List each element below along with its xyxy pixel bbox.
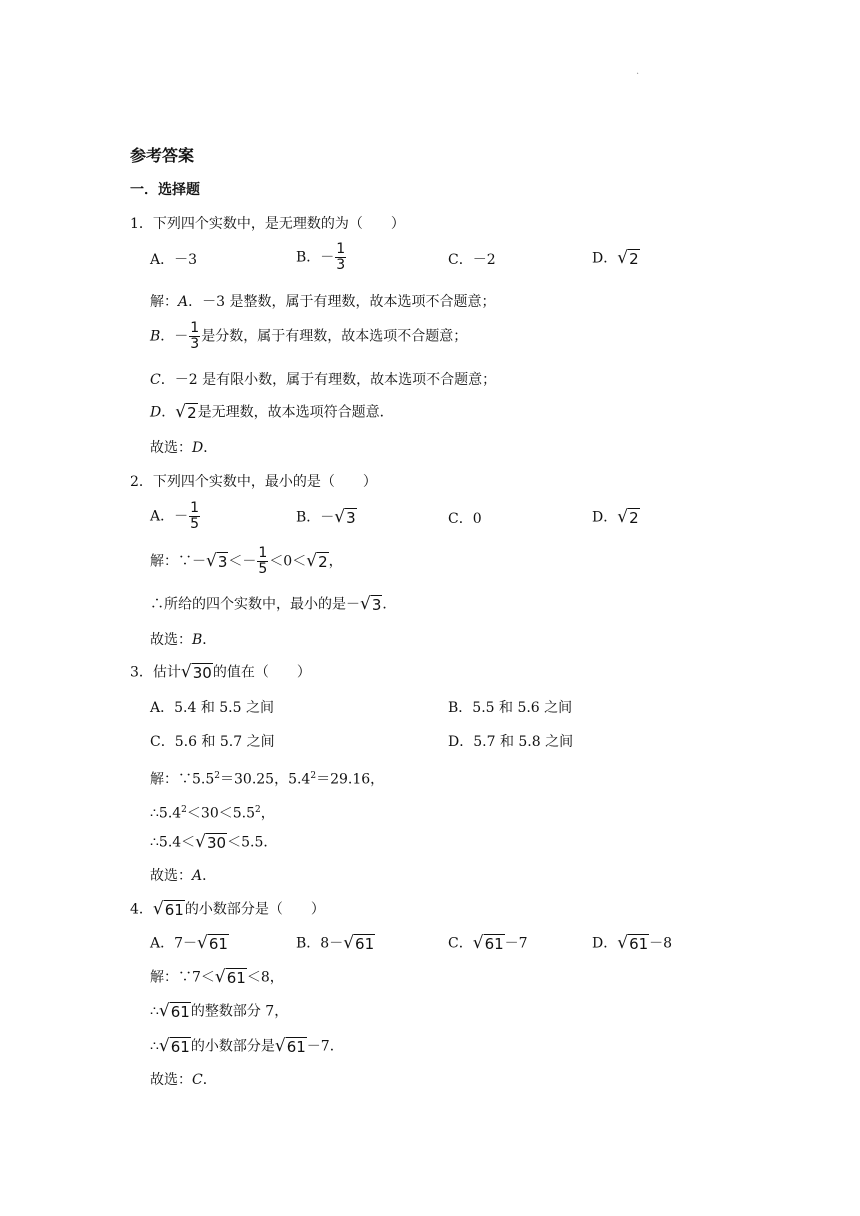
solution-text: ．－2 是有限小数，属于有理数，故本选项不合题意； <box>160 372 497 388</box>
radicand: 3 <box>217 553 228 571</box>
radicand: 2 <box>629 250 639 268</box>
q1-option-d <box>592 248 640 269</box>
radicand: 61 <box>355 935 375 953</box>
solution-text: ＜5.5． <box>227 834 278 851</box>
solution-text: ∴所给的四个实数中，最小的是－ <box>150 596 360 613</box>
sqrt-symbol: √3 <box>360 594 382 614</box>
solution-text: －7． <box>306 1038 344 1055</box>
q4-option-a <box>150 933 229 954</box>
solution-text: ． <box>161 404 176 421</box>
q3-answer <box>150 866 216 886</box>
solution-text: ． <box>382 596 397 613</box>
sqrt-symbol: √30 <box>195 832 227 852</box>
section-heading: 一．选择题 <box>130 182 200 198</box>
fraction <box>189 501 200 532</box>
radicand: 3 <box>346 509 356 527</box>
answer-suffix: ． <box>202 1072 217 1088</box>
stem-text: 4． <box>130 901 153 918</box>
solution-text: ∴ <box>150 1003 159 1020</box>
option-text: －7 <box>504 935 528 952</box>
page-title: 参考答案 <box>130 146 195 165</box>
answer-prefix: 故选： <box>150 1072 192 1088</box>
solution-text: 的小数部分是 <box>190 1038 275 1055</box>
q4-solution-line-1 <box>150 967 284 988</box>
fraction <box>335 242 346 273</box>
answer-suffix: ． <box>202 632 217 648</box>
solution-text: ＝29.16， <box>316 771 385 788</box>
q3-option-a: A．5.4 和 5.5 之间 <box>150 700 274 716</box>
radicand: 61 <box>226 969 246 987</box>
sqrt-symbol: √61 <box>274 1036 306 1056</box>
sqrt-symbol: √3 <box>206 551 228 571</box>
q1-solution-line-1 <box>150 292 495 312</box>
q4-option-d <box>592 933 672 954</box>
q3-solution-line-2 <box>150 800 275 824</box>
solution-text: ＜30＜5.5 <box>186 805 255 822</box>
numerator: 1 <box>190 320 200 336</box>
radicand: 3 <box>371 596 382 614</box>
fraction <box>257 546 268 577</box>
sqrt-symbol: √2 <box>617 507 639 527</box>
option-text: B．8－ <box>296 935 344 952</box>
header-dot: . <box>636 66 640 77</box>
q2-answer <box>150 630 216 650</box>
sqrt-symbol: √61 <box>617 933 649 953</box>
sqrt-symbol: √61 <box>343 933 375 953</box>
option-letter: D <box>150 404 162 421</box>
option-letter: C <box>150 372 161 388</box>
answer-suffix: ． <box>203 440 218 456</box>
stem-text: 的小数部分是（ ） <box>184 901 325 918</box>
solution-text: ．－ <box>160 328 189 345</box>
denominator: 5 <box>190 516 200 532</box>
answer-prefix: 故选： <box>150 868 192 884</box>
exponent: 2 <box>181 805 187 815</box>
sqrt-symbol: √30 <box>180 662 212 682</box>
option-text: C． <box>448 935 473 952</box>
q3-option-c: C．5.6 和 5.7 之间 <box>150 734 275 750</box>
q1-answer <box>150 438 217 458</box>
radicand: 2 <box>629 509 639 527</box>
answer-suffix: ． <box>202 868 217 884</box>
answer-letter: B <box>192 632 203 648</box>
q2-option-b <box>296 507 357 528</box>
q2-option-d <box>592 507 640 528</box>
q3-stem <box>130 662 311 683</box>
solution-text: ．－3 是整数，属于有理数，故本选项不合题意； <box>188 294 496 310</box>
q2-option-b-label: B．－ <box>296 509 335 526</box>
q2-stem: 2．下列四个实数中，最小的是（ ） <box>130 474 377 490</box>
q1-stem: 1．下列四个实数中，是无理数的为（ ） <box>130 216 405 232</box>
q1-option-c: C．－2 <box>448 252 496 268</box>
solution-text: 是分数，属于有理数，故本选项不合题意； <box>201 328 468 345</box>
solution-text: ＝30.25，5.4 <box>220 771 311 788</box>
radicand: 2 <box>187 404 197 422</box>
option-text: －8 <box>649 935 673 952</box>
sqrt-symbol: √61 <box>158 1001 190 1021</box>
q1-solution-line-4 <box>150 402 394 423</box>
q1-solution-line-3 <box>150 370 496 390</box>
q1-solution-line-2 <box>150 321 467 352</box>
answer-prefix: 故选： <box>150 440 192 456</box>
sqrt-symbol: √61 <box>197 933 228 953</box>
fraction <box>189 321 200 352</box>
sqrt-symbol: √61 <box>158 1036 190 1056</box>
q2-solution-line-2 <box>150 594 396 615</box>
answer-letter: A <box>192 868 203 884</box>
exponent: 2 <box>214 771 220 781</box>
option-letter: A <box>178 294 189 310</box>
solution-text: 是无理数，故本选项符合题意． <box>197 404 394 421</box>
solution-text: 解：∵5.5 <box>150 771 215 788</box>
sqrt-symbol: √2 <box>175 402 197 422</box>
option-text: A．7－ <box>150 935 198 952</box>
solution-text: 的整数部分 7， <box>190 1003 289 1020</box>
q3-option-d: D．5.7 和 5.8 之间 <box>448 734 574 750</box>
denominator: 3 <box>190 336 200 352</box>
q2-option-a-label: A．－ <box>150 508 189 525</box>
exponent: 2 <box>255 805 261 815</box>
solution-text: ， <box>328 553 343 570</box>
radicand: 61 <box>286 1038 306 1056</box>
sqrt-symbol: √2 <box>306 551 328 571</box>
radicand: 30 <box>207 834 227 852</box>
radicand: 61 <box>170 1003 190 1021</box>
numerator: 1 <box>190 500 200 516</box>
q2-option-c: C．0 <box>448 511 482 527</box>
solution-text: ∴5.4＜ <box>150 834 196 851</box>
option-letter: B <box>150 328 161 345</box>
q4-answer <box>150 1070 217 1090</box>
denominator: 5 <box>258 561 268 577</box>
numerator: 1 <box>336 241 346 257</box>
q1-option-a: A．－3 <box>150 252 198 268</box>
sqrt-symbol: √61 <box>214 967 246 987</box>
q1-option-b-label: B．－ <box>296 249 335 266</box>
q4-option-b <box>296 933 375 954</box>
q1-option-d-label: D． <box>592 250 618 267</box>
solution-text: ∴ <box>150 1038 159 1055</box>
answer-letter: C <box>192 1072 203 1088</box>
radicand: 61 <box>170 1038 190 1056</box>
answer-letter: D <box>192 440 204 456</box>
exponent: 2 <box>310 771 317 781</box>
solution-text: ＜－ <box>228 553 257 570</box>
stem-text: 3．估计 <box>130 664 181 681</box>
radicand: 2 <box>318 553 328 571</box>
q3-solution-line-3 <box>150 832 277 853</box>
q2-option-a <box>150 501 201 532</box>
denominator: 3 <box>336 257 346 273</box>
sqrt-symbol: √61 <box>152 899 184 919</box>
solution-text: 解：∵7＜ <box>150 969 215 986</box>
q4-solution-line-3 <box>150 1036 344 1057</box>
solution-text: ∴5.4 <box>150 805 182 822</box>
answer-prefix: 故选： <box>150 632 192 648</box>
radicand: 61 <box>629 935 649 953</box>
option-text: D． <box>592 935 618 952</box>
sqrt-symbol: √3 <box>334 507 356 527</box>
q1-option-b <box>296 242 347 273</box>
radicand: 30 <box>192 664 212 682</box>
sqrt-symbol: √2 <box>617 248 639 268</box>
q3-option-b: B．5.5 和 5.6 之间 <box>448 700 573 716</box>
q4-option-c <box>448 933 528 954</box>
radicand: 61 <box>484 935 504 953</box>
stem-text: 的值在（ ） <box>212 664 311 681</box>
radicand: 61 <box>164 901 184 919</box>
solution-prefix: 解： <box>150 294 178 310</box>
q2-solution-line-1 <box>150 546 343 577</box>
radicand: 61 <box>208 935 228 953</box>
q2-option-d-label: D． <box>592 509 618 526</box>
solution-text: ＜0＜ <box>269 553 307 570</box>
numerator: 1 <box>258 545 268 561</box>
solution-text: ， <box>260 805 275 822</box>
q4-solution-line-2 <box>150 1001 288 1022</box>
q4-stem <box>130 899 325 920</box>
sqrt-symbol: √61 <box>472 933 504 953</box>
solution-text: 解：∵－ <box>150 553 206 570</box>
q3-solution-line-1 <box>150 766 384 790</box>
solution-text: ＜8， <box>246 969 284 986</box>
